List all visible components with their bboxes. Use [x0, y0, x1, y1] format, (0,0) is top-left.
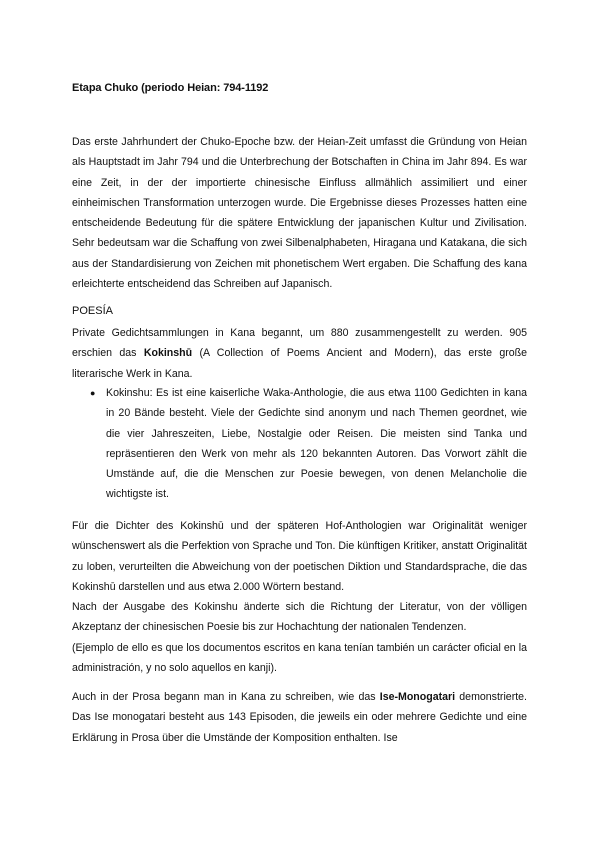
page-title: Etapa Chuko (periodo Heian: 794-1192 [72, 82, 269, 94]
poetry-paragraph-text-end: (A Collection of Poems Ancient and Modern), das erste große literarische Werk in Kana. [72, 347, 528, 380]
prose-paragraph [72, 687, 527, 748]
ise-monogatari-title: Ise-Monogatari [379, 691, 456, 703]
poetry-paragraph [72, 323, 527, 384]
kokinshu-title: Kokinshū [143, 347, 193, 360]
list-item [90, 383, 527, 505]
kana-example-text: (Ejemplo de ello es que los documentos escritos en kana tenían también un carácter oficial en la administración, y no solo aquellos en kanji). [72, 641, 527, 675]
section-heading: POESÍA [72, 305, 113, 317]
bullet-icon: ● [90, 388, 96, 398]
list-item-text: Kokinshu: Es ist eine kaiserliche Waka-Anthologie, die aus etwa 1100 Gedichten in kana in 20 Bände besteht. Viele der Gedichte sind anonym und nach Themen geordnet, wie die vier Jahreszeiten, Liebe, Nostalgie oder Reisen. Die meisten sind Tanka und repräsentieren den Werk von mehr als 120 bekannten Autoren. Das Vorwort zählt die Umstände auf, die die Menschen zur Poesie bewegen, von denen Melancholie die wichtigste ist. [106, 387, 527, 501]
intro-paragraph: Das erste Jahrhundert der Chuko-Epoche bzw. der Heian-Zeit umfasst die Gründung von Heian als Hauptstadt im Jahr 794 und die Unterbrechung der Botschaften in China im Jahr 894. Es war eine Zeit, in der der importierte chinesische Einfluss allmählich assimiliert und einer einheimischen Transformation unterzogen wurde. Die Ergebnisse dieses Prozesses hatten eine entscheidende Bedeutung für die spätere Entwicklung der japanischen Kultur und Zivilisation. Sehr bedeutsam war die Schaffung von zwei Silbenalphabeten, Hiragana und Katakana, die sich aus der Standardisierung von Zeichen mit phonetischem Wert ergaben. Die Schaffung des kana erleichterte entscheidend das Schreiben auf Japanisch. [72, 136, 527, 291]
originality-paragraph [72, 516, 527, 678]
prose-paragraph-text-end: demonstrierte. Das Ise monogatari besteht aus 143 Episoden, die jeweils ein oder mehrere Gedichte und eine Erklärung in Prosa über die Umstände der Komposition enthalten. Ise [72, 691, 528, 744]
bullet-list [90, 383, 527, 505]
literature-direction-text: Nach der Ausgabe des Kokinshu änderte sich die Richtung der Literatur, von der völligen Akzeptanz der chinesischen Poesie bis zur Hochachtung der nationalen Tendenzen. [72, 601, 527, 634]
poetry-paragraph-text-start: Private Gedichtsammlungen in Kana begannt, um 880 zusammengestellt zu werden. 905 erschien das [72, 327, 527, 360]
prose-paragraph-text-start: Auch in der Prosa begann man in Kana zu schreiben, wie das [72, 691, 380, 703]
originality-text: Für die Dichter des Kokinshū und der späteren Hof-Anthologien war Originalität weniger wünschenswert als die Perfektion von Sprache und Ton. Die künftigen Kritiker, anstatt Originalität zu loben, verurteilten die Abweichung von der poetischen Diktion und Standardsprache, die das Kokinshū darstellen und aus etwa 2.000 Wörtern bestand. [72, 520, 527, 593]
